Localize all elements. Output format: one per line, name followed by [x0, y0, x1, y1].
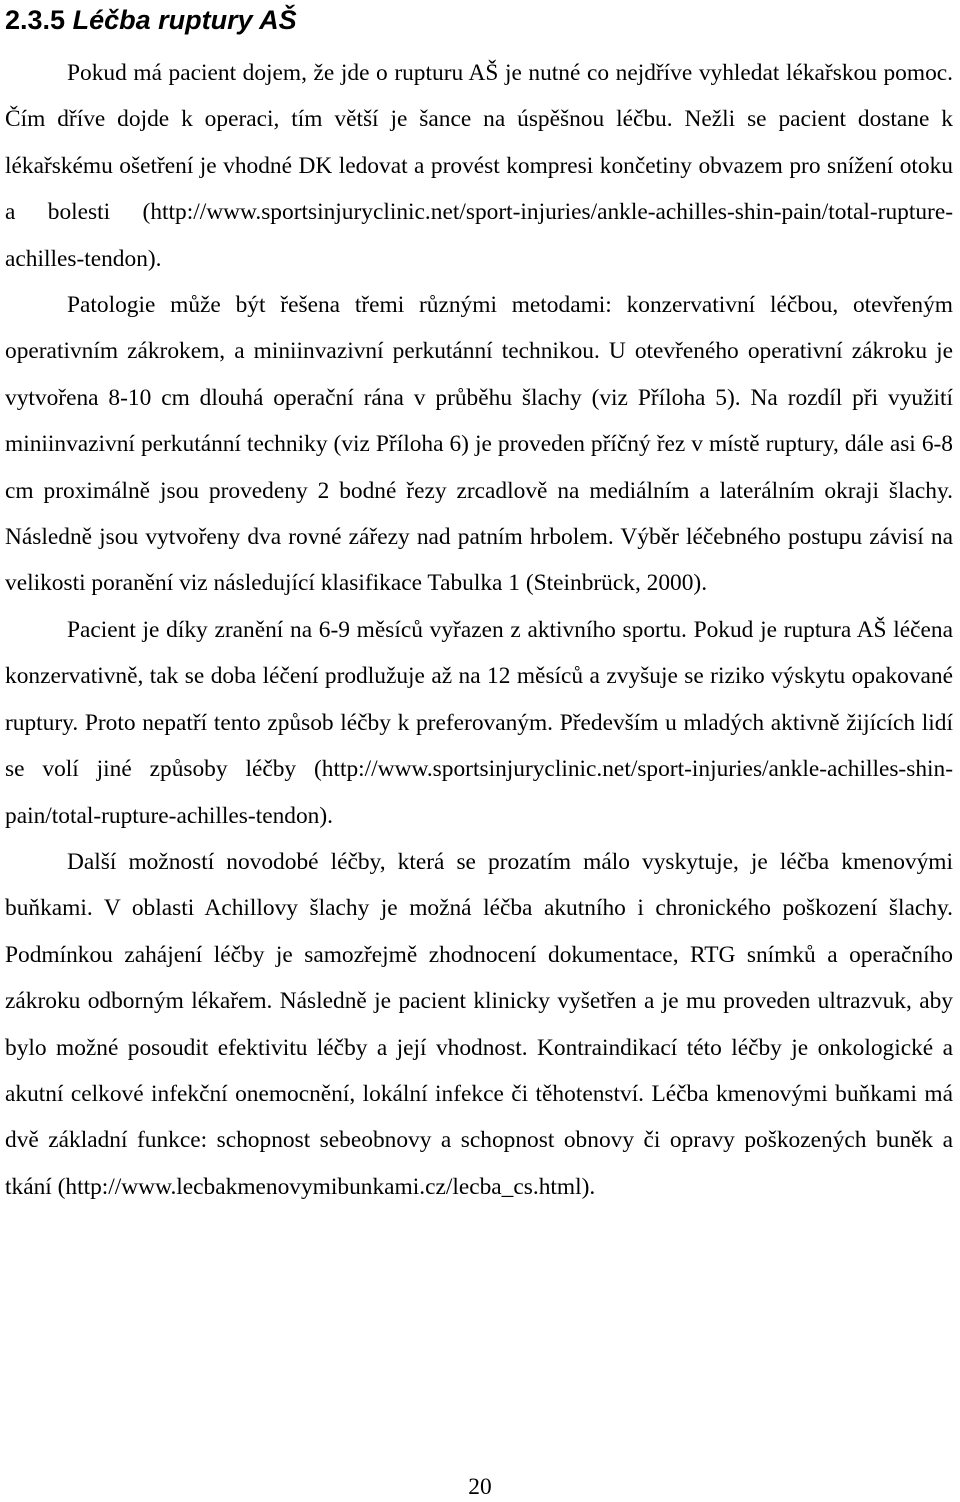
paragraph-treatment-methods: Patologie může být řešena třemi různými metodami: konzervativní léčbou, otevřeným operativním zákrokem, a miniinvazivní perkutánní technikou. U otevřeného operativní zákroku je vytvořena 8-10 cm dlouhá operační rána v průběhu šlachy (viz Příloha 5). Na rozdíl při využití miniinvazivní perkutánní techniky (viz Příloha 6) je proveden příčný řez v místě ruptury, dále asi 6-8 cm proximálně jsou provedeny 2 bodné řezy zrcadlově na mediálním a laterálním okraji šlachy. Následně jsou vytvořeny dva rovné zářezy nad patním hrbolem. Výběr léčebného postupu závisí na velikosti poranění viz následující klasifikace Tabulka 1 (Steinbrück, 2000). [5, 292, 953, 597]
paragraph-recovery-time: Pacient je díky zranění na 6-9 měsíců vyřazen z aktivního sportu. Pokud je ruptura AŠ léčena konzervativně, tak se doba léčení prodlužuje až na 12 měsíců a zvyšuje se riziko výskytu opakované ruptury. Proto nepatří tento způsob léčby k preferovaným. Především u mladých aktivně žijících lidí se volí jiné způsoby léčby (http://www.sportsinjuryclinic.net/sport-injuries/ankle-achilles-shin-pain/total-rupture-achilles-tendon). [5, 616, 953, 829]
paragraph-first-aid: Pokud má pacient dojem, že jde o rupturu AŠ je nutné co nejdříve vyhledat lékařskou pomoc. Čím dříve dojde k operaci, tím větší je šance na úspěšnou léčbu. Nežli se pacient dostane k lékařskému ošetření je vhodné DK ledovat a provést kompresi končetiny obvazem pro snížení otoku a bolesti (http://www.sportsinjuryclinic.net/sport-injuries/ankle-achilles-shin-pain/total-rupture-achilles-tendon). [5, 60, 953, 272]
section-number: 2.3.5 [5, 5, 66, 35]
section-title: Léčba ruptury AŠ [72, 5, 297, 35]
page-number: 20 [468, 1474, 492, 1500]
section-heading [5, 0, 953, 42]
paragraph-stem-cell-therapy: Další možností novodobé léčby, která se prozatím málo vyskytuje, je léčba kmenovými buňkami. V oblasti Achillovy šlachy je možná léčba akutního i chronického poškození šlachy. Podmínkou zahájení léčby je samozřejmě zhodnocení dokumentace, RTG snímků a operačního zákroku odborným lékařem. Následně je pacient klinicky vyšetřen a je mu proveden ultrazvuk, aby bylo možné posoudit efektivitu léčby a její vhodnost. Kontraindikací této léčby je onkologické a akutní celkové infekční onemocnění, lokální infekce či těhotenství. Léčba kmenovými buňkami má dvě základní funkce: schopnost sebeobnovy a schopnost obnovy či opravy poškozených buněk a tkání (http://www.lecbakmenovymibunkami.cz/lecba_cs.html). [5, 848, 953, 1200]
